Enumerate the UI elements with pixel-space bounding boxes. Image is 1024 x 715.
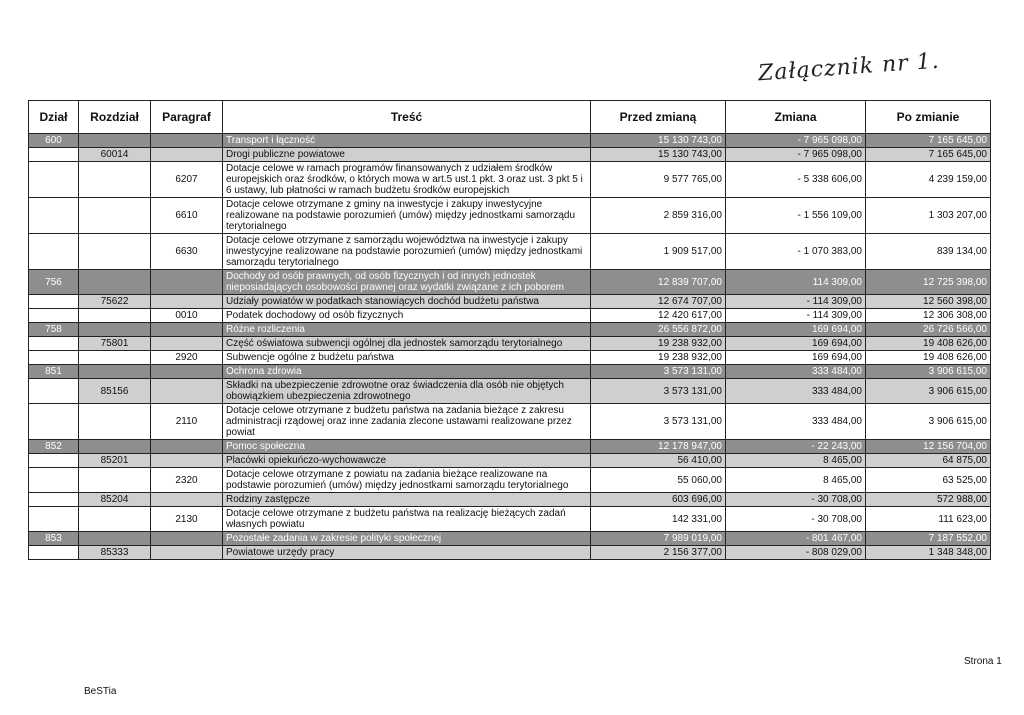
cell-po-zmianie: 12 306 308,00 [866,309,991,323]
table-row-rozdzial [29,148,991,162]
page-number: Strona 1 [964,656,1002,667]
cell-paragraf [151,454,223,468]
header-dzial: Dział [29,101,79,134]
cell-paragraf [151,440,223,454]
table-row-dzial [29,532,991,546]
table-row-dzial [29,134,991,148]
header-po-zmianie: Po zmianie [866,101,991,134]
cell-rozdzial [79,270,151,295]
cell-tresc: Dotacje celowe otrzymane z budżetu państwa na realizację bieżących zadań własnych powiatu [223,507,591,532]
table-row-paragraf [29,468,991,493]
cell-dzial: 853 [29,532,79,546]
cell-tresc: Transport i łączność [223,134,591,148]
cell-dzial [29,379,79,404]
cell-tresc: Placówki opiekuńczo-wychowawcze [223,454,591,468]
cell-przed-zmiana: 19 238 932,00 [591,337,726,351]
cell-zmiana: 169 694,00 [726,337,866,351]
cell-po-zmianie: 19 408 626,00 [866,351,991,365]
cell-dzial [29,468,79,493]
cell-tresc: Dotacje celowe otrzymane z powiatu na zadania bieżące realizowane na podstawie porozumień (umów) między jednostkami samorządu terytorialnego [223,468,591,493]
cell-zmiana: - 114 309,00 [726,295,866,309]
cell-tresc: Pomoc społeczna [223,440,591,454]
cell-paragraf [151,546,223,560]
cell-po-zmianie: 111 623,00 [866,507,991,532]
cell-rozdzial: 85204 [79,493,151,507]
cell-paragraf: 2110 [151,404,223,440]
cell-rozdzial [79,507,151,532]
cell-tresc: Pozostałe zadania w zakresie polityki społecznej [223,532,591,546]
cell-rozdzial [79,532,151,546]
cell-po-zmianie: 19 408 626,00 [866,337,991,351]
table-row-paragraf [29,234,991,270]
cell-dzial [29,404,79,440]
cell-rozdzial: 75622 [79,295,151,309]
cell-paragraf [151,270,223,295]
cell-rozdzial [79,404,151,440]
cell-po-zmianie: 64 875,00 [866,454,991,468]
cell-tresc: Subwencje ogólne z budżetu państwa [223,351,591,365]
table-row-rozdzial [29,493,991,507]
cell-przed-zmiana: 26 556 872,00 [591,323,726,337]
cell-paragraf [151,295,223,309]
cell-po-zmianie: 12 156 704,00 [866,440,991,454]
cell-tresc: Składki na ubezpieczenie zdrowotne oraz świadczenia dla osób nie objętych obowiązkiem ubezpieczenia zdrowotnego [223,379,591,404]
cell-zmiana: - 808 029,00 [726,546,866,560]
cell-tresc: Rodziny zastępcze [223,493,591,507]
cell-paragraf [151,493,223,507]
table-row-rozdzial [29,295,991,309]
cell-paragraf [151,532,223,546]
cell-po-zmianie: 12 560 398,00 [866,295,991,309]
cell-przed-zmiana: 19 238 932,00 [591,351,726,365]
cell-tresc: Dotacje celowe otrzymane z gminy na inwestycje i zakupy inwestycyjne realizowane na podstawie porozumień (umów) między jednostkami samorządu terytorialnego [223,198,591,234]
cell-zmiana: - 1 070 383,00 [726,234,866,270]
cell-paragraf [151,365,223,379]
cell-rozdzial: 85156 [79,379,151,404]
cell-po-zmianie: 7 187 552,00 [866,532,991,546]
cell-paragraf: 0010 [151,309,223,323]
cell-przed-zmiana: 3 573 131,00 [591,379,726,404]
table-row-paragraf [29,404,991,440]
table-row-dzial [29,323,991,337]
cell-tresc: Dotacje celowe otrzymane z samorządu województwa na inwestycje i zakupy inwestycyjne realizowane na podstawie porozumień (umów) między jednostkami samorządu terytorialnego [223,234,591,270]
cell-dzial: 852 [29,440,79,454]
table-row-rozdzial [29,337,991,351]
cell-po-zmianie: 3 906 615,00 [866,379,991,404]
cell-dzial: 851 [29,365,79,379]
cell-rozdzial [79,134,151,148]
cell-po-zmianie: 12 725 398,00 [866,270,991,295]
cell-zmiana: - 801 467,00 [726,532,866,546]
cell-przed-zmiana: 603 696,00 [591,493,726,507]
cell-zmiana: - 1 556 109,00 [726,198,866,234]
cell-zmiana: 333 484,00 [726,365,866,379]
cell-po-zmianie: 26 726 566,00 [866,323,991,337]
cell-dzial: 756 [29,270,79,295]
cell-przed-zmiana: 3 573 131,00 [591,404,726,440]
cell-przed-zmiana: 15 130 743,00 [591,148,726,162]
cell-rozdzial: 60014 [79,148,151,162]
header-zmiana: Zmiana [726,101,866,134]
cell-dzial [29,234,79,270]
cell-paragraf: 2130 [151,507,223,532]
table-row-paragraf [29,198,991,234]
cell-rozdzial: 85333 [79,546,151,560]
cell-zmiana: - 5 338 606,00 [726,162,866,198]
software-brand: BeSTia [84,686,117,697]
cell-zmiana: - 7 965 098,00 [726,134,866,148]
cell-paragraf: 6610 [151,198,223,234]
cell-po-zmianie: 7 165 645,00 [866,134,991,148]
cell-dzial [29,351,79,365]
cell-zmiana: - 30 708,00 [726,493,866,507]
cell-po-zmianie: 63 525,00 [866,468,991,493]
cell-rozdzial [79,365,151,379]
table-row-rozdzial [29,454,991,468]
cell-paragraf: 2920 [151,351,223,365]
cell-przed-zmiana: 3 573 131,00 [591,365,726,379]
cell-dzial [29,162,79,198]
cell-paragraf: 2320 [151,468,223,493]
cell-tresc: Ochrona zdrowia [223,365,591,379]
cell-po-zmianie: 7 165 645,00 [866,148,991,162]
cell-rozdzial: 75801 [79,337,151,351]
cell-paragraf [151,379,223,404]
cell-zmiana: 169 694,00 [726,323,866,337]
table-header-row [29,101,991,134]
cell-tresc: Dotacje celowe otrzymane z budżetu państwa na zadania bieżące z zakresu administracji rządowej oraz inne zadania zlecone ustawami realizowane przez powiat [223,404,591,440]
cell-przed-zmiana: 12 839 707,00 [591,270,726,295]
table-row-dzial [29,270,991,295]
table-row-dzial [29,440,991,454]
cell-tresc: Powiatowe urzędy pracy [223,546,591,560]
cell-rozdzial [79,162,151,198]
cell-zmiana: 114 309,00 [726,270,866,295]
header-rozdzial: Rozdział [79,101,151,134]
cell-po-zmianie: 3 906 615,00 [866,404,991,440]
table-row-paragraf [29,309,991,323]
cell-przed-zmiana: 12 420 617,00 [591,309,726,323]
cell-dzial: 600 [29,134,79,148]
cell-zmiana: - 114 309,00 [726,309,866,323]
cell-paragraf: 6207 [151,162,223,198]
cell-zmiana: 333 484,00 [726,379,866,404]
table-row-paragraf [29,351,991,365]
cell-po-zmianie: 839 134,00 [866,234,991,270]
table-row-paragraf [29,507,991,532]
cell-przed-zmiana: 12 674 707,00 [591,295,726,309]
header-tresc: Treść [223,101,591,134]
cell-dzial [29,493,79,507]
cell-przed-zmiana: 2 156 377,00 [591,546,726,560]
cell-paragraf [151,134,223,148]
table-row-rozdzial [29,379,991,404]
cell-po-zmianie: 3 906 615,00 [866,365,991,379]
cell-tresc: Podatek dochodowy od osób fizycznych [223,309,591,323]
header-paragraf: Paragraf [151,101,223,134]
cell-dzial [29,507,79,532]
table-row-dzial [29,365,991,379]
cell-przed-zmiana: 9 577 765,00 [591,162,726,198]
cell-po-zmianie: 4 239 159,00 [866,162,991,198]
cell-rozdzial [79,198,151,234]
cell-tresc: Dotacje celowe w ramach programów finansowanych z udziałem środków europejskich oraz środków, o których mowa w art.5 ust.1 pkt. 3 oraz ust. 3 pkt 5 i 6 ustawy, lub płatności w ramach budżetu środków europejskich [223,162,591,198]
cell-dzial [29,295,79,309]
cell-paragraf [151,323,223,337]
cell-dzial [29,148,79,162]
cell-dzial [29,309,79,323]
cell-przed-zmiana: 7 989 019,00 [591,532,726,546]
cell-rozdzial [79,323,151,337]
table-row-rozdzial [29,546,991,560]
cell-zmiana: - 22 243,00 [726,440,866,454]
handwritten-annotation: Załącznik nr 1. [757,48,941,87]
budget-table [28,100,991,560]
cell-rozdzial [79,234,151,270]
cell-po-zmianie: 1 303 207,00 [866,198,991,234]
cell-paragraf [151,148,223,162]
cell-dzial [29,546,79,560]
cell-przed-zmiana: 15 130 743,00 [591,134,726,148]
cell-przed-zmiana: 12 178 947,00 [591,440,726,454]
cell-zmiana: 8 465,00 [726,454,866,468]
cell-tresc: Część oświatowa subwencji ogólnej dla jednostek samorządu terytorialnego [223,337,591,351]
cell-dzial [29,198,79,234]
header-przed-zmiana: Przed zmianą [591,101,726,134]
cell-przed-zmiana: 56 410,00 [591,454,726,468]
cell-po-zmianie: 1 348 348,00 [866,546,991,560]
cell-zmiana: 169 694,00 [726,351,866,365]
cell-przed-zmiana: 1 909 517,00 [591,234,726,270]
cell-przed-zmiana: 2 859 316,00 [591,198,726,234]
cell-paragraf: 6630 [151,234,223,270]
cell-dzial [29,337,79,351]
cell-zmiana: - 30 708,00 [726,507,866,532]
cell-rozdzial [79,351,151,365]
cell-tresc: Różne rozliczenia [223,323,591,337]
cell-tresc: Drogi publiczne powiatowe [223,148,591,162]
cell-paragraf [151,337,223,351]
cell-zmiana: 333 484,00 [726,404,866,440]
cell-rozdzial [79,468,151,493]
cell-po-zmianie: 572 988,00 [866,493,991,507]
cell-tresc: Dochody od osób prawnych, od osób fizycznych i od innych jednostek nieposiadających osobowości prawnej oraz wydatki związane z ich poborem [223,270,591,295]
table-row-paragraf [29,162,991,198]
cell-rozdzial [79,309,151,323]
cell-przed-zmiana: 142 331,00 [591,507,726,532]
cell-dzial [29,454,79,468]
budget-table-body [29,134,991,560]
cell-przed-zmiana: 55 060,00 [591,468,726,493]
cell-zmiana: 8 465,00 [726,468,866,493]
cell-rozdzial: 85201 [79,454,151,468]
cell-tresc: Udziały powiatów w podatkach stanowiących dochód budżetu państwa [223,295,591,309]
cell-zmiana: - 7 965 098,00 [726,148,866,162]
cell-rozdzial [79,440,151,454]
cell-dzial: 758 [29,323,79,337]
